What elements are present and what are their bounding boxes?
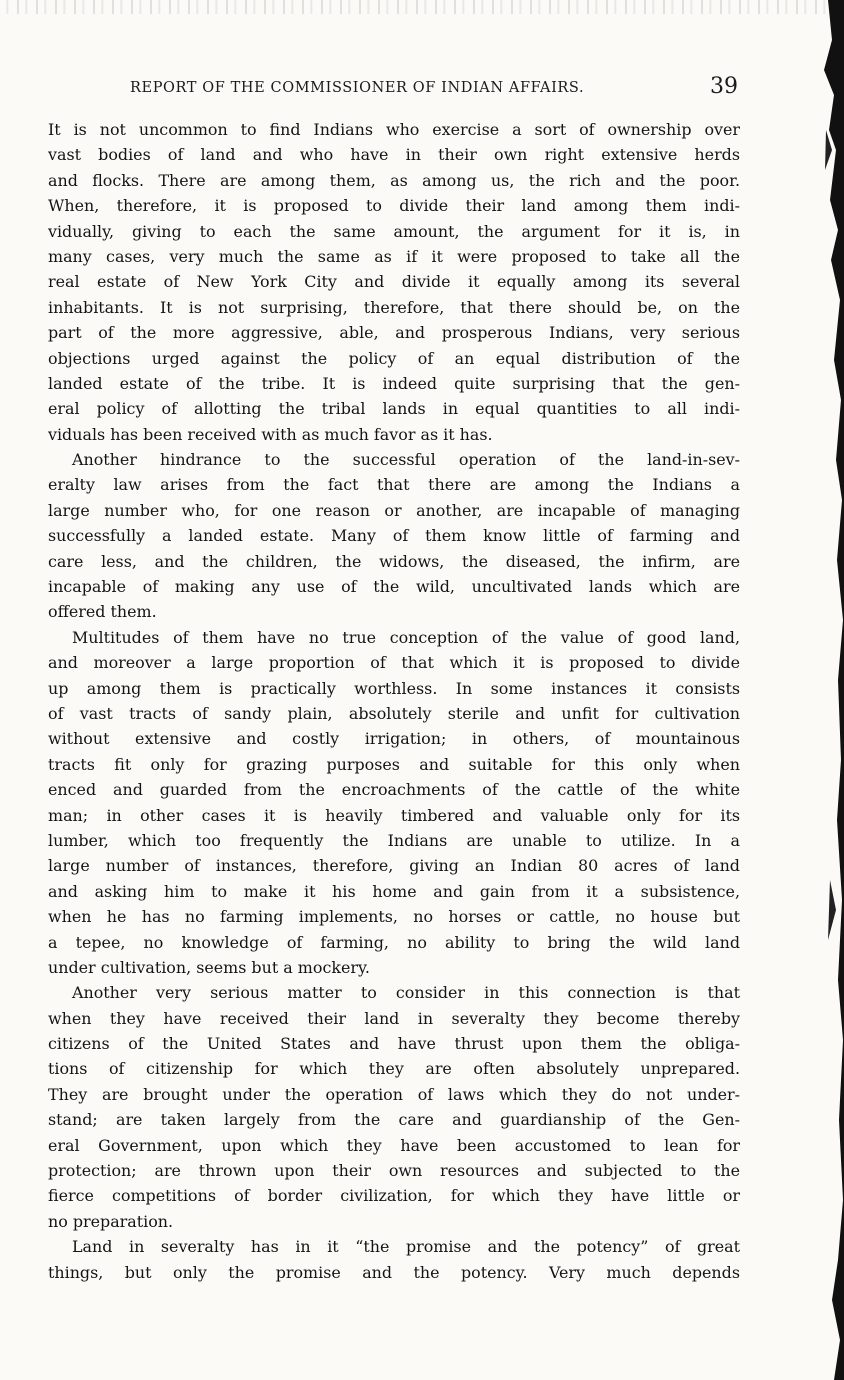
text-line: inhabitants. It is not surprising, therefore, that there should be, on the xyxy=(48,297,740,317)
text-line: large number of instances, therefore, giving an Indian 80 acres of land xyxy=(48,856,740,876)
text-line: man; in other cases it is heavily timbered and valuable only for its xyxy=(48,805,740,825)
text-line: lumber, which too frequently the Indians are unable to utilize. In a xyxy=(48,830,740,850)
text-line: Multitudes of them have no true conception of the value of good land, xyxy=(72,627,740,647)
text-line: when he has no farming implements, no horses or cattle, no house but xyxy=(48,907,740,927)
text-line: objections urged against the policy of an equal distribution of the xyxy=(48,348,740,368)
body-text xyxy=(48,117,740,1285)
text-line: and flocks. There are among them, as among us, the rich and the poor. xyxy=(48,170,740,190)
text-line: real estate of New York City and divide it equally among its several xyxy=(48,272,740,292)
text-line: offered them. xyxy=(48,602,157,622)
text-line: incapable of making any use of the wild, uncultivated lands which are xyxy=(48,577,740,597)
text-line: It is not uncommon to find Indians who exercise a sort of ownership over xyxy=(48,120,740,139)
text-line: large number who, for one reason or another, are incapable of managing xyxy=(48,500,740,520)
text-line: of vast tracts of sandy plain, absolutely sterile and unfit for cultivation xyxy=(48,703,740,723)
page-number: 39 xyxy=(710,74,738,99)
text-line: vidually, giving to each the same amount, the argument for it is, in xyxy=(48,221,740,241)
text-line: fierce competitions of border civilization, for which they have little or xyxy=(48,1186,740,1206)
text-line: care less, and the children, the widows, the diseased, the infirm, are xyxy=(48,551,740,571)
text-line: without extensive and costly irrigation; in others, of mountainous xyxy=(48,729,740,749)
text-line: enced and guarded from the encroachments of the cattle of the white xyxy=(48,780,740,800)
text-line: landed estate of the tribe. It is indeed quite surprising that the gen- xyxy=(48,373,740,393)
text-line: Another very serious matter to consider in this connection is that xyxy=(72,983,740,1003)
text-line: Another hindrance to the successful operation of the land-in-sev- xyxy=(72,450,740,470)
text-line: vast bodies of land and who have in their own right extensive herds xyxy=(48,145,740,165)
text-line: eral policy of allotting the tribal lands in equal quantities to all indi- xyxy=(48,399,740,419)
text-line: and asking him to make it his home and gain from it a subsistence, xyxy=(48,881,740,901)
text-line: a tepee, no knowledge of farming, no ability to bring the wild land xyxy=(48,932,740,952)
text-line: tracts fit only for grazing purposes and suitable for this only when xyxy=(48,754,740,774)
text-line: part of the more aggressive, able, and prosperous Indians, very serious xyxy=(48,323,740,343)
text-line: eral Government, upon which they have been accustomed to lean for xyxy=(48,1135,740,1155)
text-line: under cultivation, seems but a mockery. xyxy=(48,957,370,977)
text-line: no preparation. xyxy=(48,1211,174,1231)
running-head xyxy=(0,74,844,104)
text-line: stand; are taken largely from the care and guardianship of the Gen- xyxy=(48,1110,740,1130)
page-torn-edge xyxy=(810,0,844,1380)
text-line: They are brought under the operation of laws which they do not under- xyxy=(48,1084,740,1104)
scan-artifact-top-edge xyxy=(0,0,844,14)
running-head-title: REPORT OF THE COMMISSIONER OF INDIAN AFFAIRS. xyxy=(130,80,585,96)
text-line: tions of citizenship for which they are often absolutely unprepared. xyxy=(48,1059,740,1079)
text-line: When, therefore, it is proposed to divide their land among them indi- xyxy=(48,196,740,216)
text-line: and moreover a large proportion of that which it is proposed to divide xyxy=(48,653,740,673)
text-line: protection; are thrown upon their own resources and subjected to the xyxy=(48,1161,740,1181)
text-line: successfully a landed estate. Many of them know little of farming and xyxy=(48,526,740,546)
text-line: Land in severalty has in it “the promise and the potency” of great xyxy=(72,1237,740,1257)
text-line: up among them is practically worthless. In some instances it consists xyxy=(48,678,740,698)
text-line: citizens of the United States and have thrust upon them the obliga- xyxy=(48,1034,740,1054)
text-line: eralty law arises from the fact that there are among the Indians a xyxy=(48,475,740,495)
text-line: many cases, very much the same as if it were proposed to take all the xyxy=(48,246,740,266)
text-line: when they have received their land in severalty they become thereby xyxy=(48,1008,740,1028)
text-line: things, but only the promise and the potency. Very much depends xyxy=(48,1262,740,1282)
text-line: viduals has been received with as much favor as it has. xyxy=(48,424,493,444)
